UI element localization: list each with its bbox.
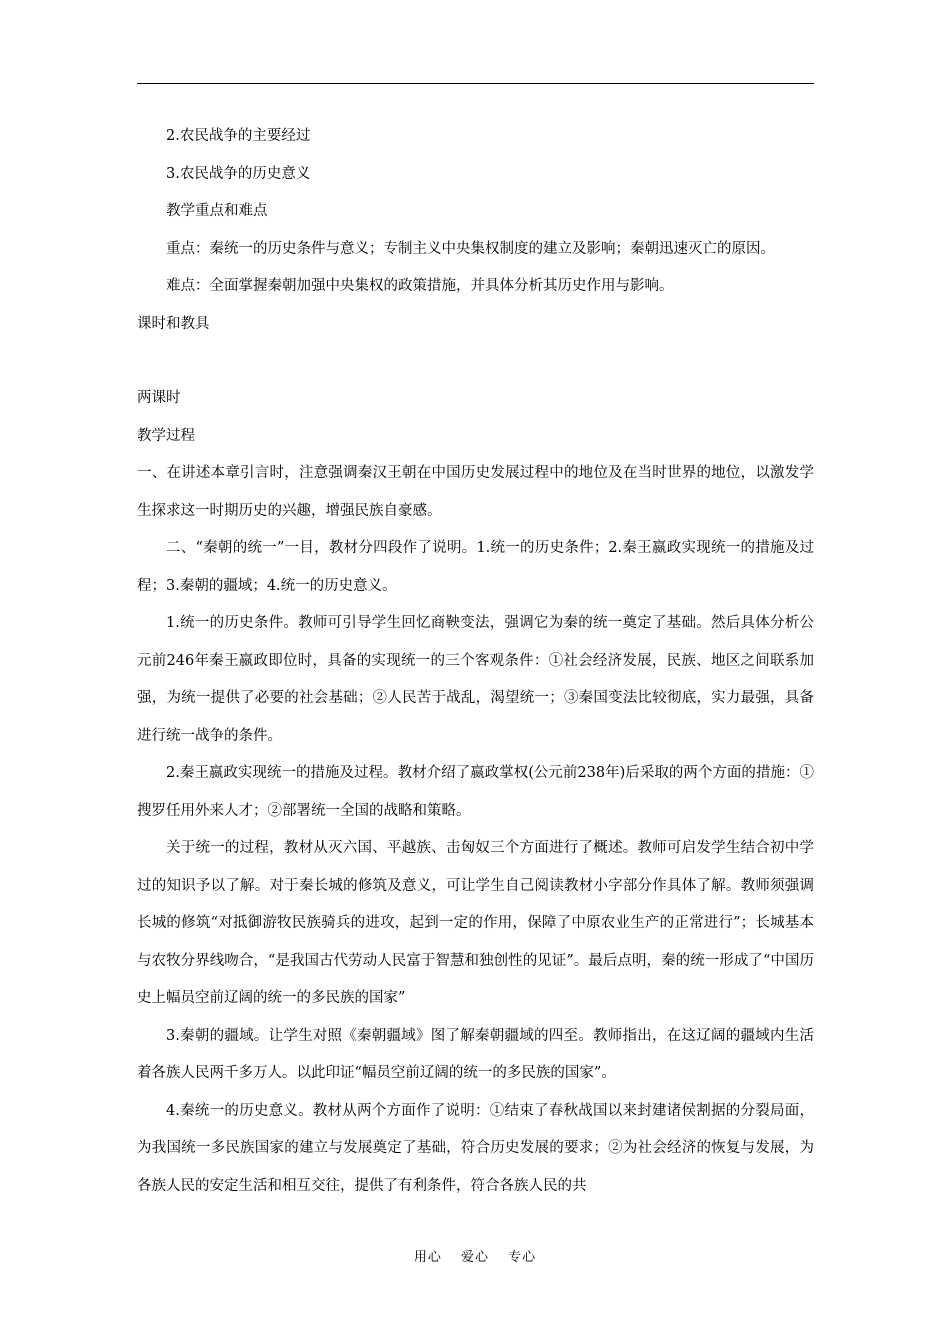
territory-paragraph: 3.秦朝的疆域。让学生对照《秦朝疆域》图了解秦朝疆域的四至。教师指出，在这辽阔的疆域内生活着各族人民两千多万人。以此印证“幅员空前辽阔的统一的多民族的国家”。 [137,1027,814,1081]
unification-measures-paragraph: 2.秦王嬴政实现统一的措施及过程。教材介绍了嬴政掌权(公元前238年)后采取的两个方面的措施：①搜罗任用外来人才；②部署统一全国的战略和策略。 [137,765,814,819]
process-paragraph-1: 一、在讲述本章引言时，注意强调秦汉王朝在中国历史发展过程中的地位及在当时世界的地位，以激发学生探求这一时期历史的兴趣，增强民族自豪感。 [137,465,814,519]
outline-item-3: 3.农民战争的历史意义 [166,165,311,182]
document-body [137,118,814,1205]
unification-process-paragraph: 关于统一的过程，教材从灭六国、平越族、击匈奴三个方面进行了概述。教师可启发学生结合初中学过的知识予以了解。对于秦长城的修筑及意义，可让学生自己阅读教材小字部分作具体了解。教师须强调长城的修筑“对抵御游牧民族骑兵的进攻，起到一定的作用，保障了中原农业生产的正常进行”；长城基本与农牧分界线吻合，“是我国古代劳动人民富于智慧和独创性的见证”。最后点明，秦的统一形成了“中国历史上幅员空前辽阔的统一的多民族的国家” [137,840,814,1006]
difficult-points-paragraph: 难点：全面掌握秦朝加强中央集权的政策措施，并具体分析其历史作用与影响。 [166,278,674,294]
process-paragraph-2: 二、“秦朝的统一”一目，教材分四段作了说明。1.统一的历史条件；2.秦王嬴政实现统一的措施及过程；3.秦朝的疆域；4.统一的历史意义。 [137,540,814,594]
footer-word-2: 爱心 [460,1250,489,1265]
section-heading-process: 教学过程 [137,427,195,444]
key-points-paragraph: 重点：秦统一的历史条件与意义；专制主义中央集权制度的建立及影响；秦朝迅速灭亡的原因。 [166,240,775,257]
header-rule [137,83,814,84]
outline-item-2: 2.农民战争的主要经过 [166,128,311,144]
page-footer [0,1246,950,1265]
footer-word-1: 用心 [413,1250,442,1265]
significance-paragraph: 4.秦统一的历史意义。教材从两个方面作了说明：①结束了春秋战国以来封建诸侯割据的分裂局面，为我国统一多民族国家的建立与发展奠定了基础，符合历史发展的要求；②为社会经济的恢复与发展，为各族人民的安定生活和相互交往，提供了有利条件，符合各族人民的共 [137,1102,814,1194]
schedule-text: 两课时 [137,390,181,406]
section-heading-schedule: 课时和教具 [137,315,210,332]
unification-conditions-paragraph: 1.统一的历史条件。教师可引导学生回忆商鞅变法，强调它为秦的统一奠定了基础。然后具体分析公元前246年秦王嬴政即位时，具备的实现统一的三个客观条件：①社会经济发展，民族、地区之间联系加强，为统一提供了必要的社会基础；②人民苦于战乱，渴望统一；③秦国变法比较彻底，实力最强，具备进行统一战争的条件。 [137,615,814,744]
footer-word-3: 专心 [508,1250,537,1265]
section-heading-key-points: 教学重点和难点 [166,203,268,219]
